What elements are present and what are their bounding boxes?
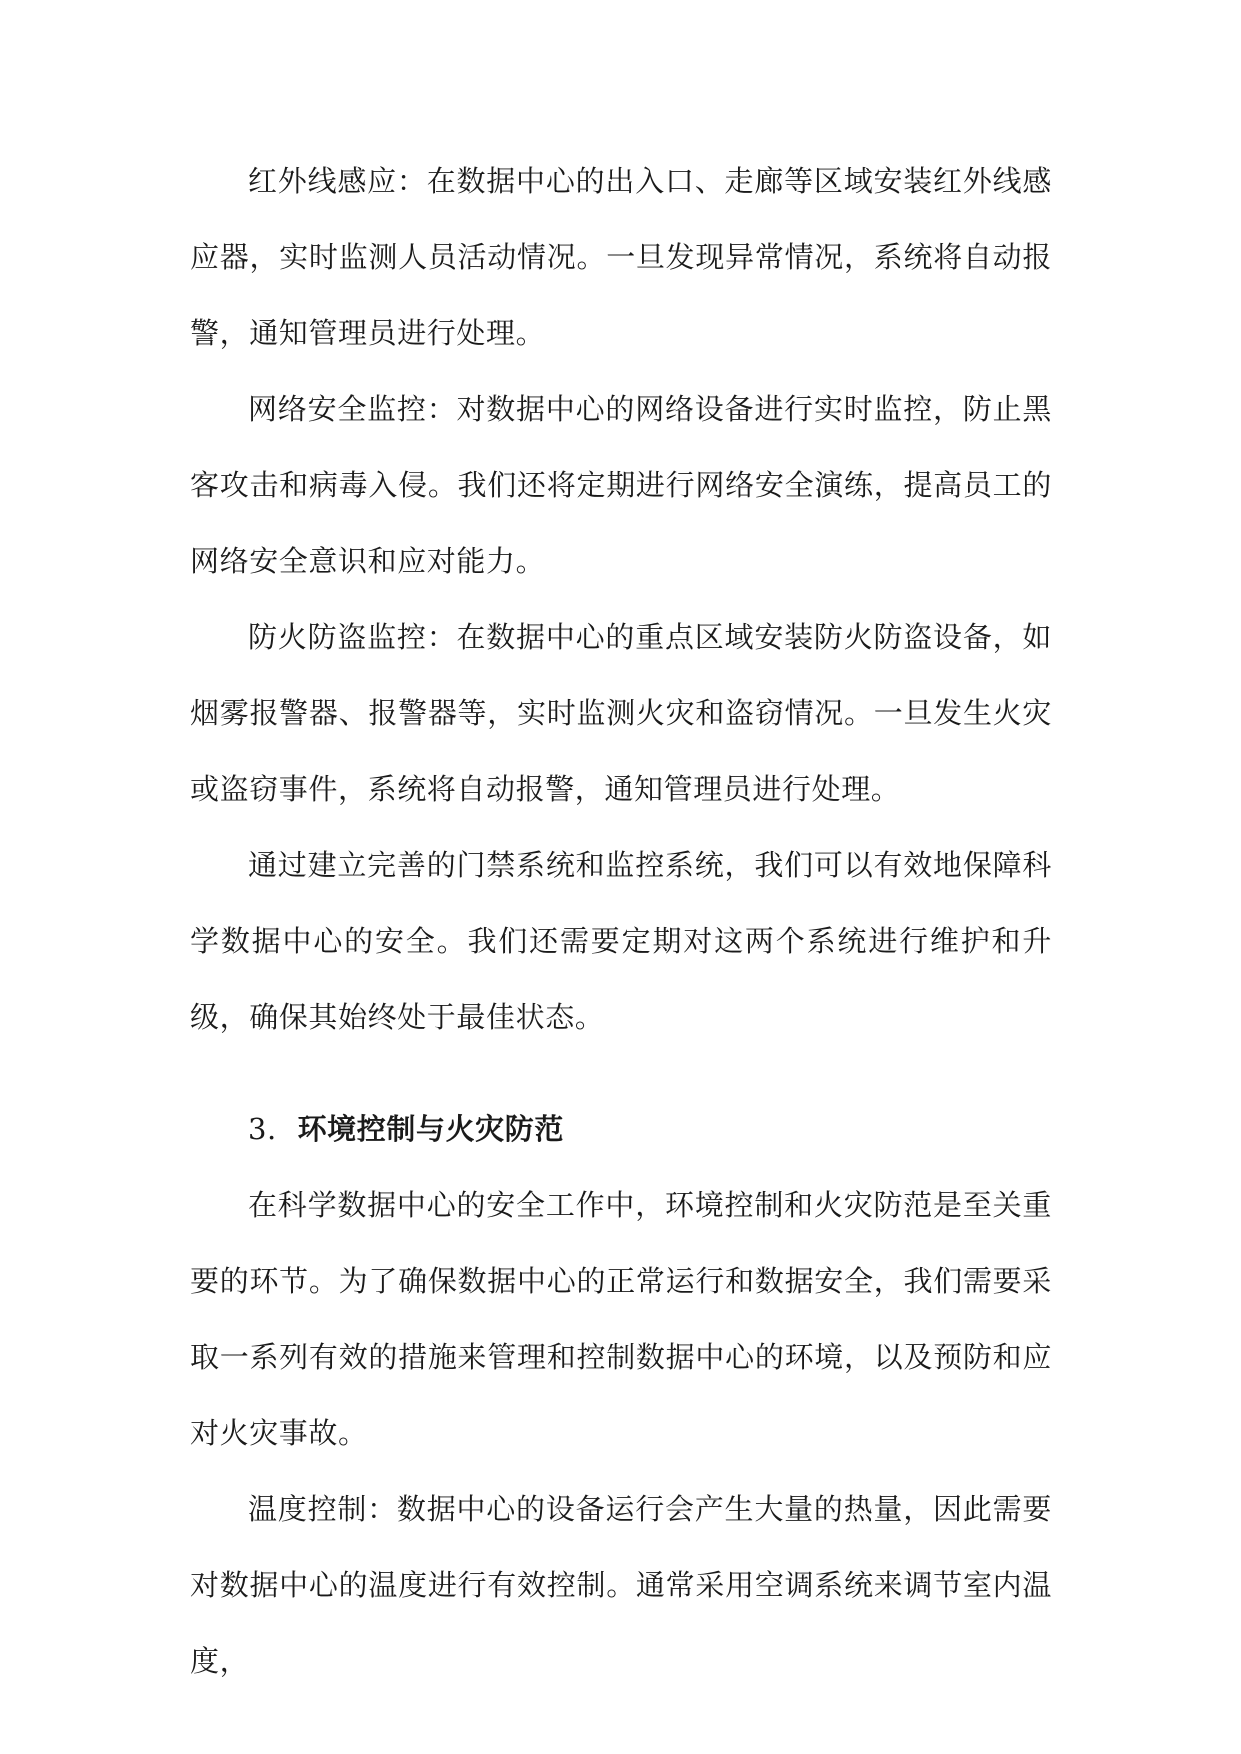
paragraph-environment-intro: 在科学数据中心的安全工作中，环境控制和火灾防范是至关重要的环节。为了确保数据中心的正常运行和数据安全，我们需要采取一系列有效的措施来管理和控制数据中心的环境，以及预防和应对火灾事故。: [190, 1188, 1052, 1450]
paragraph-infrared-sensing: 红外线感应：在数据中心的出入口、走廊等区域安装红外线感应器，实时监测人员活动情况。一旦发现异常情况，系统将自动报警，通知管理员进行处理。: [190, 164, 1052, 350]
document-body: [190, 143, 1052, 1699]
paragraph-temperature-control: 温度控制：数据中心的设备运行会产生大量的热量，因此需要对数据中心的温度进行有效控制。通常采用空调系统来调节室内温度，: [190, 1492, 1052, 1678]
section-number: 3.: [248, 1112, 277, 1146]
section-heading: [190, 1091, 1052, 1167]
paragraph-network-security: 网络安全监控：对数据中心的网络设备进行实时监控，防止黑客攻击和病毒入侵。我们还将定期进行网络安全演练，提高员工的网络安全意识和应对能力。: [190, 392, 1052, 578]
section-title: 环境控制与火灾防范: [297, 1112, 564, 1146]
paragraph-access-control-summary: 通过建立完善的门禁系统和监控系统，我们可以有效地保障科学数据中心的安全。我们还需要定期对这两个系统进行维护和升级，确保其始终处于最佳状态。: [190, 848, 1052, 1034]
paragraph-fire-theft-monitoring: 防火防盗监控：在数据中心的重点区域安装防火防盗设备，如烟雾报警器、报警器等，实时监测火灾和盗窃情况。一旦发生火灾或盗窃事件，系统将自动报警，通知管理员进行处理。: [190, 620, 1052, 806]
